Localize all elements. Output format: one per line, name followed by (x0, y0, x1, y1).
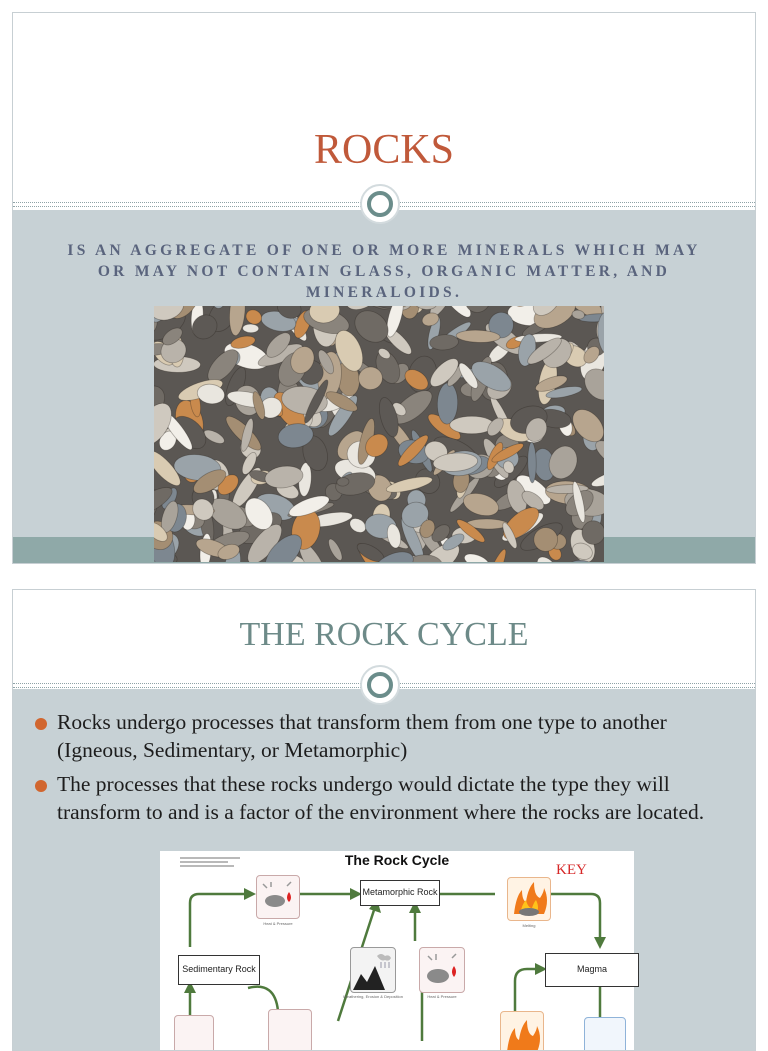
caption-text: Heat & Pressure (427, 994, 457, 999)
box-label: Magma (576, 964, 607, 974)
slide-rocks (12, 12, 756, 564)
tile-icon (584, 1017, 626, 1051)
tile-icon (268, 1009, 312, 1051)
bullet-text: Rocks undergo processes that transform them from one type to another (Igneous, Sedimentary, or Metamorphic) (57, 710, 667, 762)
rock-cycle-diagram (160, 851, 634, 1051)
slide-title: THE ROCK CYCLE (239, 616, 529, 653)
caption-text: Weathering, Erosion & Deposition (343, 994, 403, 999)
sedimentary-rock-box (178, 955, 260, 985)
caption-text: Melting (522, 923, 536, 928)
tile-icon (174, 1015, 214, 1051)
melting-icon (500, 1011, 544, 1051)
bullet-item (33, 770, 735, 826)
ring-ornament-icon (360, 184, 400, 224)
box-label: Sedimentary Rock (182, 964, 256, 974)
metamorphic-rock-box (360, 880, 440, 906)
slide-rock-cycle (12, 589, 756, 1051)
caption-text: Heat & Pressure (263, 921, 293, 926)
weathering-icon (350, 947, 396, 993)
bullet-icon (35, 718, 47, 730)
bullet-list (33, 708, 735, 832)
slide-title: ROCKS (313, 127, 455, 173)
melting-icon (507, 877, 551, 921)
bullet-text: The processes that these rocks undergo would dictate the type they will transform to and is a factor of the environment where the rocks are located. (57, 772, 705, 824)
definition-text: IS AN AGGREGATE OF ONE OR MORE MINERALS WHICH MAY OR MAY NOT CONTAIN GLASS, ORGANIC MATTER, AND MINERALOIDS. (67, 242, 701, 301)
heat-pressure-icon (419, 947, 465, 993)
heat-pressure-icon (256, 875, 300, 919)
ring-ornament-icon (360, 665, 400, 705)
magma-box (545, 953, 639, 987)
key-label: KEY (556, 862, 587, 878)
title-area (13, 13, 755, 204)
pebbles-photo (154, 306, 604, 562)
diagram-title: The Rock Cycle (344, 852, 450, 868)
box-label: Metamorphic Rock (362, 887, 438, 897)
bullet-item (33, 708, 735, 764)
bullet-icon (35, 780, 47, 792)
